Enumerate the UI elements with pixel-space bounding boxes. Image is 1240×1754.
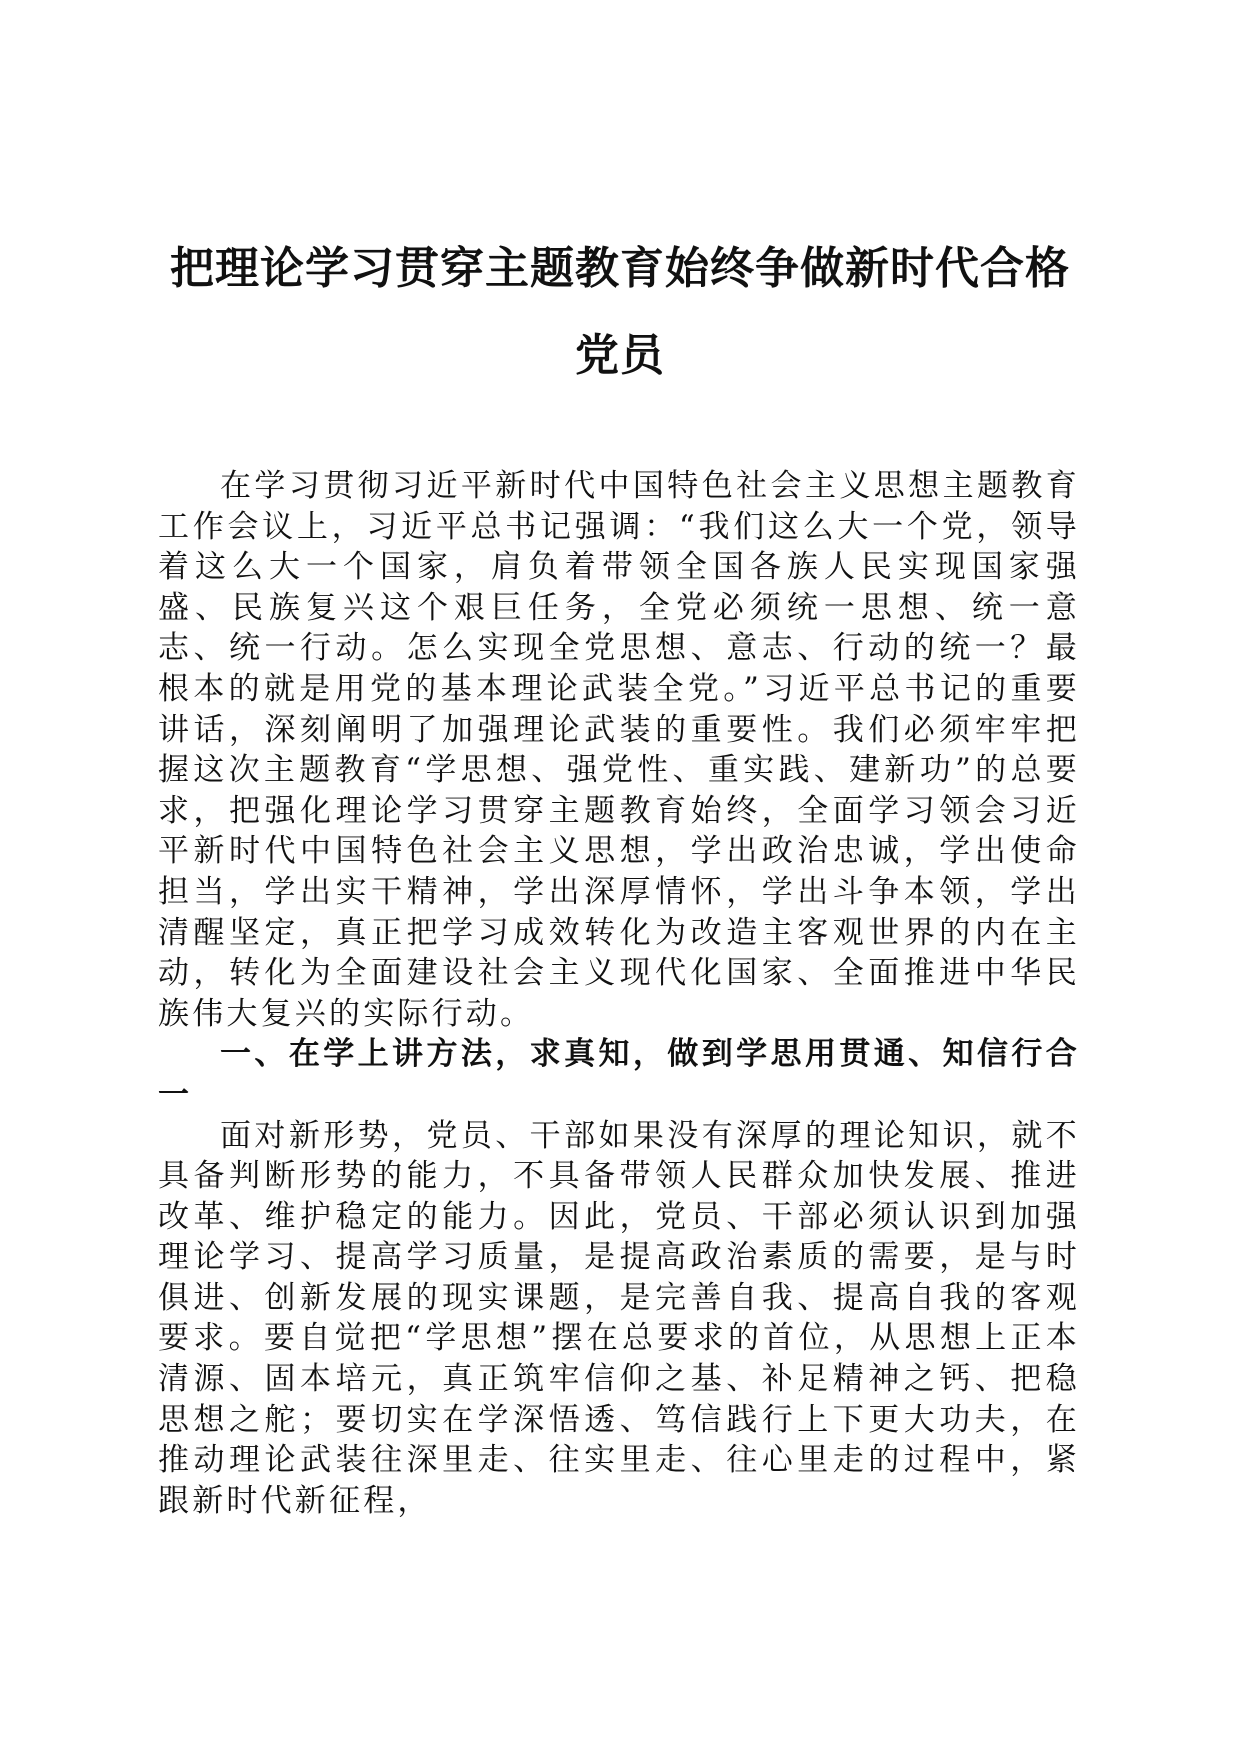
document-title: 把理论学习贯穿主题教育始终争做新时代合格党员 [170,243,1070,381]
intro-paragraph: 在学习贯彻习近平新时代中国特色社会主义思想主题教育工作会议上，习近平总书记强调：“我们这么大一个党，领导着这么大一个国家，肩负着带领全国各族人民实现国家强盛、民族复兴这个艰巨任务，全党必须统一思想、统一意志、统一行动。怎么实现全党思想、意志、行动的统一？最根本的就是用党的基本理论武装全党。”习近平总书记的重要讲话，深刻阐明了加强理论武装的重要性。我们必须牢牢把握这次主题教育“学思想、强党性、重实践、建新功”的总要求，把强化理论学习贯穿主题教育始终，全面学习领会习近平新时代中国特色社会主义思想，学出政治忠诚，学出使命担当，学出实干精神，学出深厚情怀，学出斗争本领，学出清醒坚定，真正把学习成效转化为改造主客观世界的内在主动，转化为全面建设社会主义现代化国家、全面推进中华民族伟大复兴的实际行动。 [158,468,1080,1032]
section-paragraph: 面对新形势，党员、干部如果没有深厚的理论知识，就不具备判断形势的能力，不具备带领人民群众加快发展、推进改革、维护稳定的能力。因此，党员、干部必须认识到加强理论学习、提高学习质量，是提高政治素质的需要，是与时俱进、创新发展的现实课题，是完善自我、提高自我的客观要求。要自觉把“学思想”摆在总要求的首位，从思想上正本清源、固本培元，真正筑牢信仰之基、补足精神之钙、把稳思想之舵；要切实在学深悟透、笃信践行上下更大功夫，在推动理论武装往深里走、往实里走、往心里走的过程中，紧跟新时代新征程， [158,1117,1080,1519]
section-heading: 一、在学上讲方法，求真知，做到学思用贯通、知信行合一 [158,1036,1080,1113]
document-body [158,466,1080,1521]
